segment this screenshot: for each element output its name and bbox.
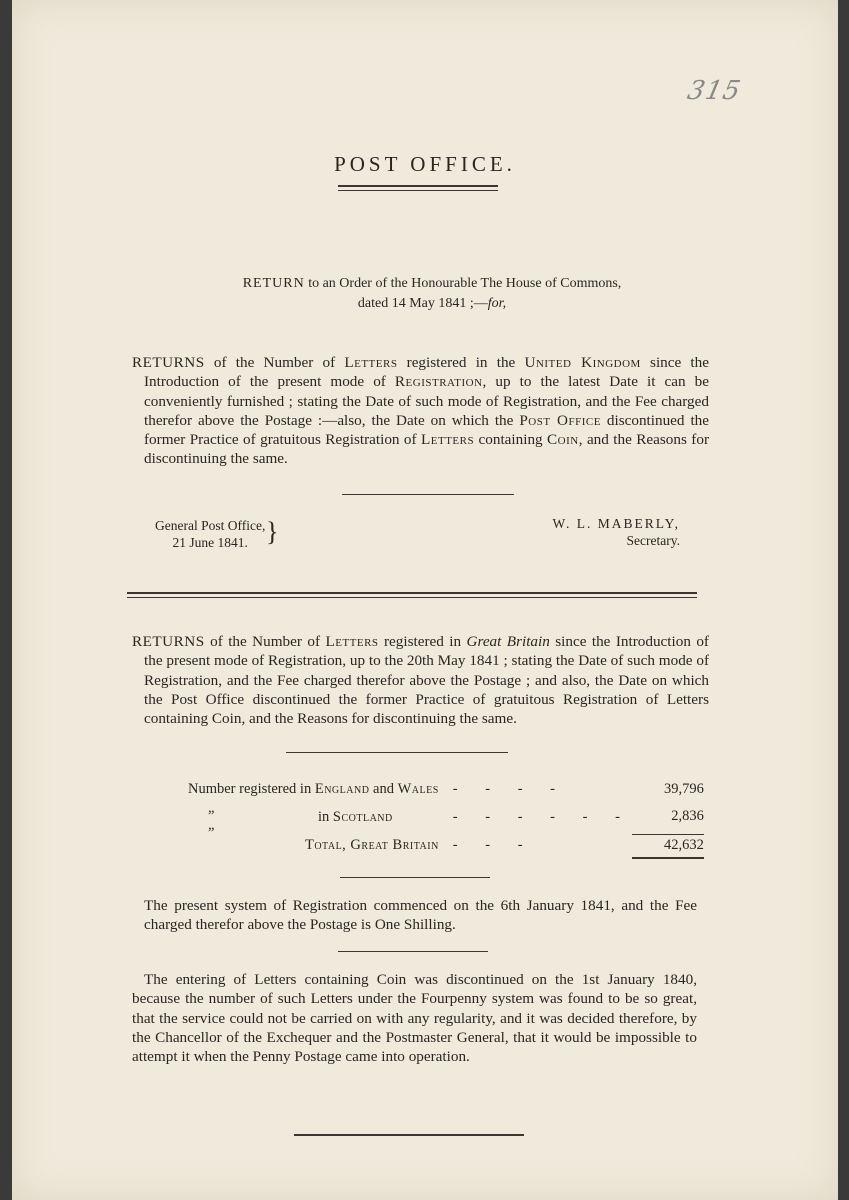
return-order-line-1 (132, 274, 732, 294)
double-rule-top (127, 592, 697, 594)
return-order-line-2 (132, 294, 732, 314)
return-order-for: for, (487, 296, 507, 311)
coin-note-paragraph: The entering of Letters containing Coin was discontinued on the 1st January 1840, because the number of such Letters under the Fourpenny system was found to be so great, that the service could not be carried on with any regularity, and it was decided therefore, by the Chancellor of the Exchequer and the Postmaster General, that it would be impossible to attempt it when the Penny Postage came into operation. (132, 971, 697, 1066)
closing-rule (294, 1134, 524, 1136)
title-rule-thin (338, 190, 498, 191)
stats-row1-value: 39,796 (664, 780, 704, 797)
stats-row2-scotland: Scotland (332, 808, 393, 825)
stats-row2-dashes: - - - - - - (452, 808, 632, 825)
returns-uk-text-1: of the Number of (204, 354, 345, 371)
returns-uk-text-2: registered in the (397, 354, 525, 371)
table-row (188, 800, 704, 834)
stats-total-dashes: - - - (452, 837, 535, 854)
returns-gb-paragraph (132, 632, 709, 728)
returns-gb-lead: RETURNS (132, 633, 205, 650)
stats-total-text: Total, Great Britain (304, 837, 439, 854)
stats-total-label (188, 834, 439, 858)
table-row (188, 778, 704, 800)
signature-place-line-1: General Post Office, (155, 518, 266, 533)
signature-block (520, 515, 680, 549)
stats-row-label (318, 800, 439, 834)
section-rule-2 (286, 752, 508, 753)
signature-place (155, 517, 265, 551)
stats-row1-england: England (314, 780, 370, 797)
returns-gb-italic: Great Britain (466, 633, 550, 650)
registration-stats-table (188, 778, 704, 859)
returns-uk-sc-6: Coin (547, 431, 579, 449)
stats-row1-and: and (369, 780, 398, 797)
returns-uk-sc-1: Letters (344, 354, 398, 371)
stats-row2-value: 2,836 (632, 800, 704, 834)
section-rule-1 (342, 494, 514, 495)
returns-gb-text-3: since the Introduction of the present mode of Registration, up to the 20th May 1841 ; stating the Date of such mode of Registration, and the Fee charged therefor above the Postage ; and also, the Date on which the Post Office discontinued the former Practice of gratuitous Registration of Letters containing Coin, and the Reasons for discontinuing the same. (144, 633, 709, 728)
section-rule-3 (340, 877, 490, 878)
return-order-text: to an Order of the Honourable The House of Commons, (304, 276, 622, 291)
returns-gb-text-2: registered in (378, 633, 467, 650)
signature-role: Secretary. (626, 533, 680, 548)
signature-name: W. L. MABERLY, (552, 516, 680, 531)
stats-row1-dashes: - - - - (452, 780, 567, 797)
returns-uk-sc-3: Registration (394, 373, 483, 391)
double-rule-bottom (127, 597, 697, 598)
stats-row2-prefix: in (318, 808, 333, 825)
stats-row-label (188, 778, 439, 800)
stats-row1-prefix: Number registered in (188, 780, 315, 797)
returns-uk-sc-4: Post Office (519, 411, 601, 429)
returns-gb-sc-1: Letters (325, 633, 379, 650)
returns-uk-text-4: , up to the latest Date it can be conveniently furnished ; stating the Date of such mode of Registration, and the Fee charged therefor above the Postage :—also, the Date on which the (144, 373, 709, 429)
returns-uk-text-3: since the Introduction of the present mode of (144, 354, 709, 391)
returns-uk-sc-5: Letters (421, 431, 475, 449)
stats-total-value: 42,632 (632, 834, 704, 858)
document-page (12, 0, 838, 1200)
return-lead-word: RETURN (242, 276, 305, 291)
table-row (188, 834, 704, 858)
brace-icon: } (266, 516, 279, 547)
returns-uk-paragraph (132, 353, 709, 469)
returns-uk-text-7: , and the Reasons for discontinuing the same. (144, 431, 709, 468)
section-rule-4 (338, 951, 488, 952)
system-note-paragraph: The present system of Registration commenced on the 6th January 1841, and the Fee charged therefor above the Postage is One Shilling. (144, 897, 697, 934)
folio-number: 315 (684, 76, 744, 106)
title-rule-thick (338, 185, 498, 187)
returns-uk-text-5: discontinued the former Practice of gratuitous Registration of (144, 411, 710, 449)
document-title: POST OFFICE. (334, 152, 516, 176)
returns-gb-text-1: of the Number of (204, 633, 326, 650)
returns-uk-lead: RETURNS (132, 354, 205, 371)
return-order-heading (132, 274, 732, 314)
stats-row1-wales: Wales (397, 780, 439, 797)
signature-place-line-2: 21 June 1841. (172, 535, 248, 550)
returns-uk-sc-2: United Kingdom (524, 354, 641, 371)
stats-row2-ditto: „ „ (208, 800, 255, 833)
return-order-date: dated 14 May 1841 ;— (357, 296, 488, 311)
returns-uk-text-6: containing (474, 431, 548, 449)
